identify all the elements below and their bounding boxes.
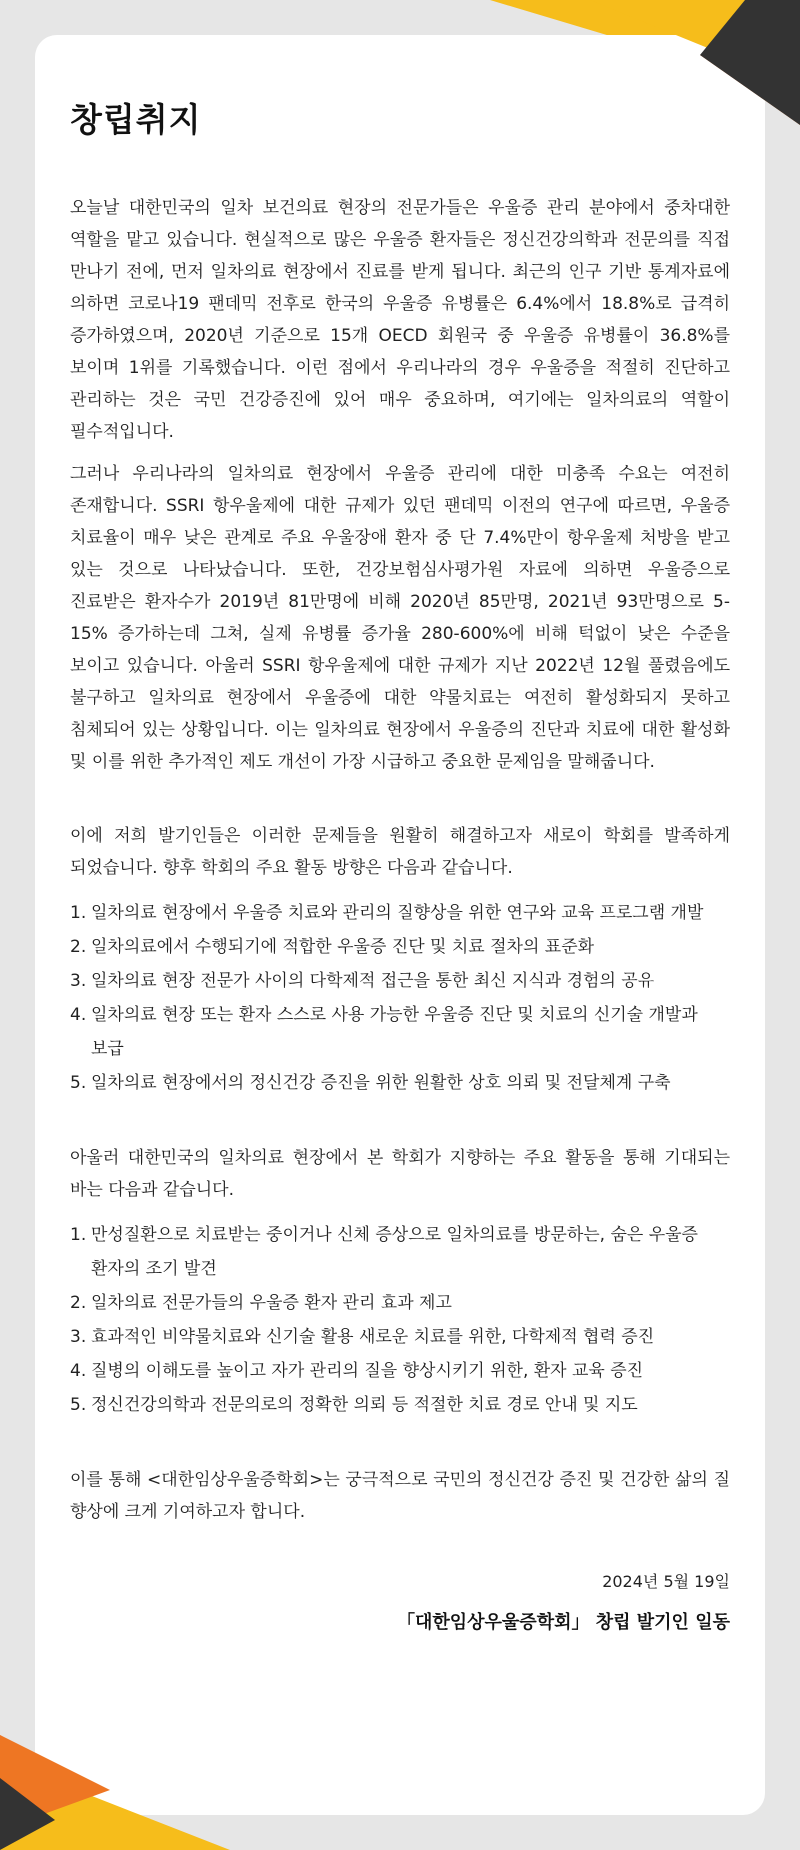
- conclusion-paragraph: 이를 통해 <대한임상우울증학회>는 궁극적으로 국민의 정신건강 증진 및 건강한 삶의 질 향상에 크게 기여하고자 합니다.: [70, 1469, 730, 1522]
- list-text: 일차의료 현장에서의 정신건강 증진을 위한 원활한 상호 의뢰 및 전달체계 구축: [91, 1072, 671, 1093]
- signoff: [70, 1568, 730, 1634]
- intro-paragraph-1: 오늘날 대한민국의 일차 보건의료 현장의 전문가들은 우울증 관리 분야에서 중차대한 역할을 맡고 있습니다. 현실적으로 많은 우울증 환자들은 정신건강의학과 전문의를 직접 만나기 전에, 먼저 일차의료 현장에서 진료를 받게 됩니다. 최근의 인구 기반 통계자료에 의하면 코로나19 팬데믹 전후로 한국의 우울증 유병률은 6.4%에서 18.8%로 급격히 증가하였으며, 2020년 기준으로 15개 OECD 회원국 중 우울증 유병률이 36.8%를 보이며 1위를 기록했습니다. 이런 점에서 우리나라의 경우 우울증을 적절히 진단하고 관리하는 것은 국민 건강증진에 있어 매우 중요하며, 여기에는 일차의료의 역할이 필수적입니다.: [70, 197, 730, 442]
- list-text: 정신건강의학과 전문의로의 정확한 의뢰 등 적절한 치료 경로 안내 및 지도: [91, 1394, 638, 1415]
- intro-paragraph-2: 그러나 우리나라의 일차의료 현장에서 우울증 관리에 대한 미충족 수요는 여전히 존재합니다. SSRI 항우울제에 대한 규제가 있던 팬데믹 이전의 연구에 따르면, 우울증 치료율이 매우 낮은 관계로 주요 우울장애 환자 중 단 7.4%만이 항우울제 처방을 받고 있는 것으로 나타났습니다. 또한, 건강보험심사평가원 자료에 의하면 우울증으로 진료받은 환자수가 2019년 81만명에 비해 2020년 85만명, 2021년 93만명으로 5-15% 증가하는데 그쳐, 실제 유병률 증가율 280-600%에 비해 턱없이 낮은 수준을 보이고 있습니다. 아울러 SSRI 항우울제에 대한 규제가 지난 2022년 12월 풀렸음에도 불구하고 일차의료 현장에서 우울증에 대한 약물치료는 여전히 활성화되지 못하고 침체되어 있는 상황입니다. 이는 일차의료 현장에서 우울증의 진단과 치료에 대한 활성화 및 이를 위한 추가적인 제도 개선이 가장 시급하고 중요한 문제임을 말해줍니다.: [70, 463, 730, 772]
- list-number: 4.: [70, 1004, 87, 1025]
- list-item: [70, 964, 730, 998]
- list-text: 일차의료 전문가들의 우울증 환자 관리 효과 제고: [91, 1292, 452, 1313]
- document-date: 2024년 5월 19일: [602, 1571, 730, 1591]
- list-text: 일차의료에서 수행되기에 적합한 우울증 진단 및 치료 절차의 표준화: [91, 936, 595, 957]
- list-number: 5.: [70, 1072, 87, 1093]
- document-signer: 「대한임상우울증학회」 창립 발기인 일동: [396, 1611, 730, 1633]
- list-text: 효과적인 비약물치료와 신기술 활용 새로운 치료를 위한, 다학제적 협력 증진: [91, 1326, 655, 1347]
- activities-list: [70, 896, 730, 1100]
- document-card: [35, 35, 765, 1815]
- list-number: 1.: [70, 1224, 87, 1245]
- list-item: [70, 896, 730, 930]
- list-number: 5.: [70, 1394, 87, 1415]
- activities-intro: 이에 저희 발기인들은 이러한 문제들을 원활히 해결하고자 새로이 학회를 발족하게 되었습니다. 향후 학회의 주요 활동 방향은 다음과 같습니다.: [70, 825, 730, 878]
- list-text: 만성질환으로 치료받는 중이거나 신체 증상으로 일차의료를 방문하는, 숨은 우울증 환자의 조기 발견: [91, 1224, 698, 1279]
- list-text: 일차의료 현장 전문가 사이의 다학제적 접근을 통한 최신 지식과 경험의 공유: [91, 970, 655, 991]
- list-number: 2.: [70, 1292, 87, 1313]
- list-item: [70, 930, 730, 964]
- list-item: [70, 998, 730, 1066]
- list-number: 4.: [70, 1360, 87, 1381]
- list-item: [70, 1354, 730, 1388]
- list-item: [70, 1388, 730, 1422]
- list-number: 3.: [70, 1326, 87, 1347]
- list-text: 일차의료 현장 또는 환자 스스로 사용 가능한 우울증 진단 및 치료의 신기술 개발과 보급: [91, 1004, 698, 1059]
- list-text: 일차의료 현장에서 우울증 치료와 관리의 질향상을 위한 연구와 교육 프로그램 개발: [91, 902, 704, 923]
- list-number: 2.: [70, 936, 87, 957]
- list-item: [70, 1286, 730, 1320]
- expectations-intro: 아울러 대한민국의 일차의료 현장에서 본 학회가 지향하는 주요 활동을 통해 기대되는 바는 다음과 같습니다.: [70, 1147, 730, 1200]
- list-number: 1.: [70, 902, 87, 923]
- expectations-list: [70, 1218, 730, 1422]
- list-item: [70, 1218, 730, 1286]
- list-item: [70, 1320, 730, 1354]
- list-item: [70, 1066, 730, 1100]
- list-text: 질병의 이해도를 높이고 자가 관리의 질을 향상시키기 위한, 환자 교육 증진: [91, 1360, 644, 1381]
- list-number: 3.: [70, 970, 87, 991]
- page-title: 창립취지: [70, 100, 202, 139]
